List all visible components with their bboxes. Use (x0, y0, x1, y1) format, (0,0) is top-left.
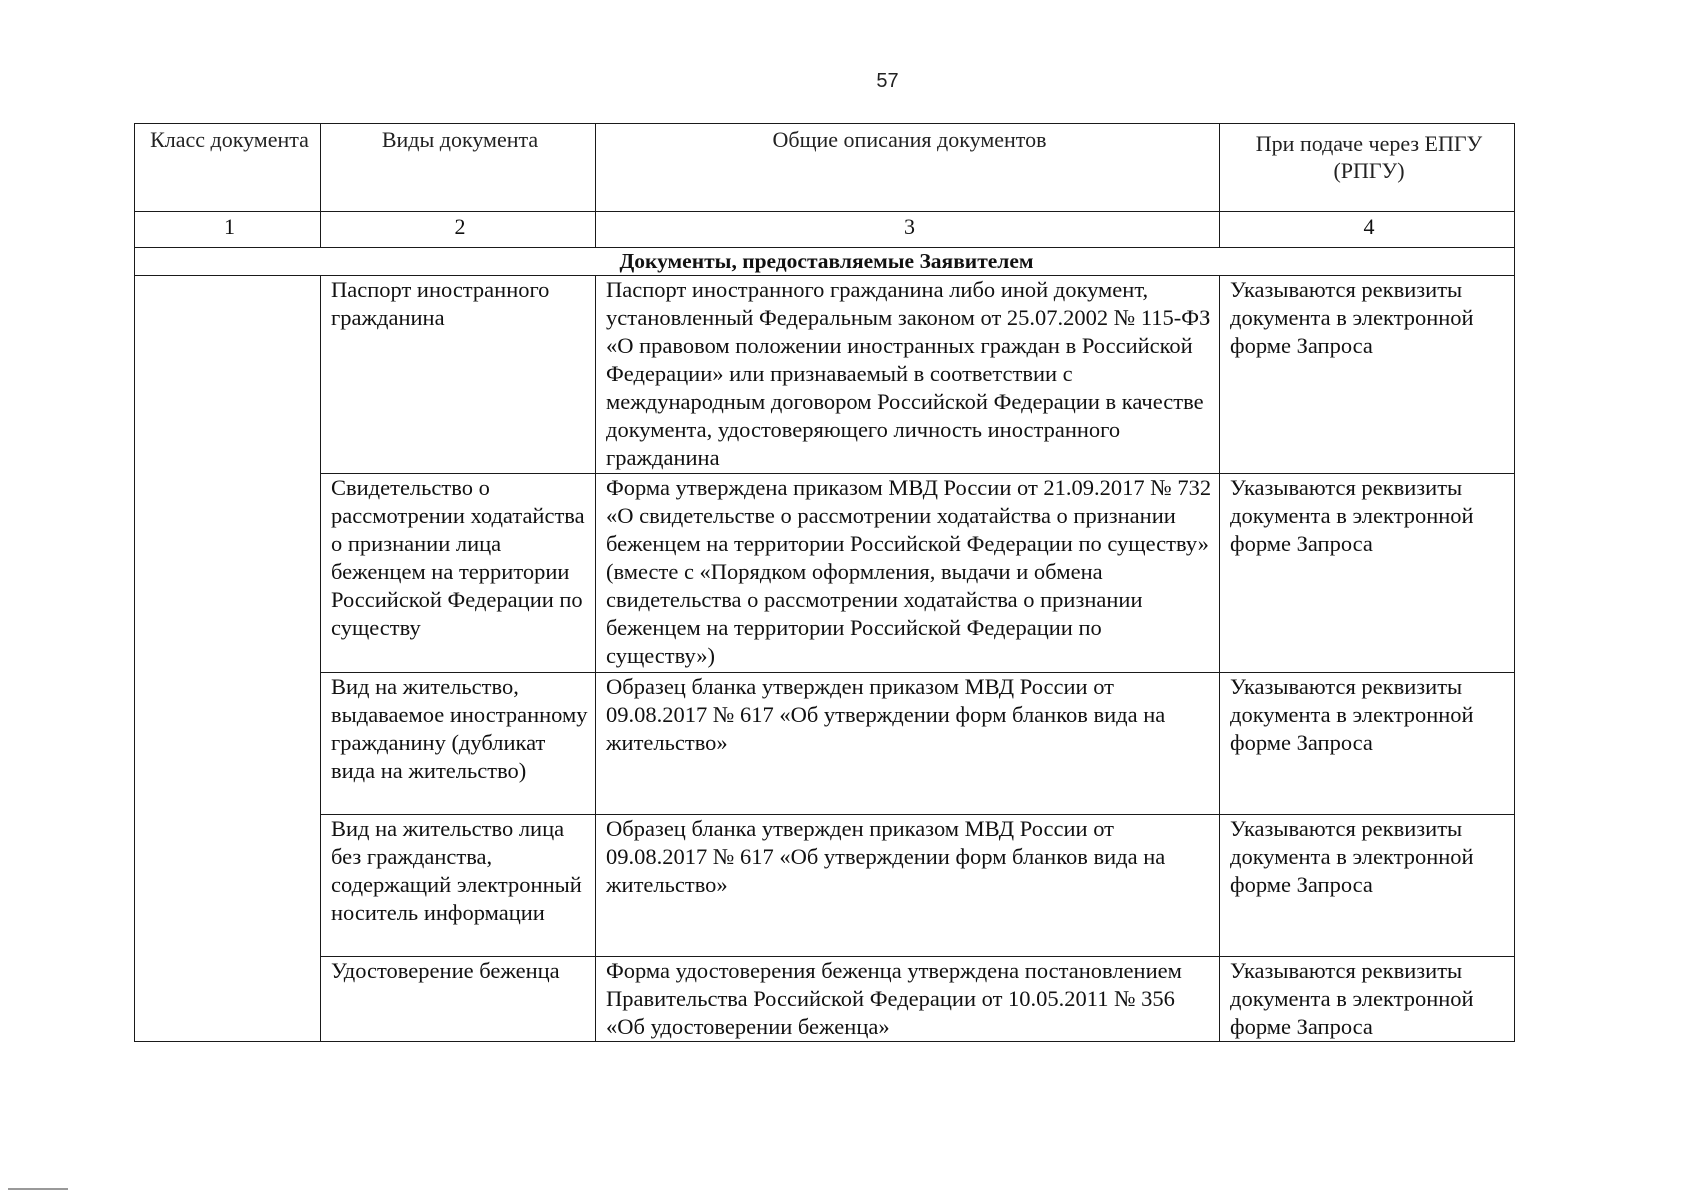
document-kind: Паспорт иностранного гражданина (321, 276, 596, 474)
document-description: Форма удостоверения беженца утверждена постановлением Правительства Российской Федерации от 10.05.2011 № 356 «Об удостоверении беженца» (596, 957, 1220, 1042)
document-description: Форма утверждена приказом МВД России от 21.09.2017 № 732 «О свидетельстве о рассмотрении ходатайства о признании беженцем на территории Российской Федерации по существу» (вместе с «Порядком оформления, выдачи и обмена свидетельства о рассмотрении ходатайства о признании беженцем на территории Российской Федерации по существу») (596, 474, 1220, 673)
column-number: 4 (1220, 212, 1515, 248)
document-kind: Свидетельство о рассмотрении ходатайства о признании лица беженцем на территории Российской Федерации по существу (321, 474, 596, 673)
column-number: 2 (321, 212, 596, 248)
submission-requirement: Указываются реквизиты документа в электронной форме Запроса (1220, 474, 1515, 673)
header-descriptions: Общие описания документов (596, 124, 1220, 212)
table-row (135, 957, 1515, 1042)
document-description: Паспорт иностранного гражданина либо иной документ, установленный Федеральным законом от 25.07.2002 № 115-ФЗ «О правовом положении иностранных граждан в Российской Федерации» или признаваемый в соответствии с международным договором Российской Федерации в качестве документа, удостоверяющего личность иностранного гражданина (596, 276, 1220, 474)
column-number: 3 (596, 212, 1220, 248)
header-class: Класс документа (135, 124, 321, 212)
header-kinds: Виды документа (321, 124, 596, 212)
document-kind: Вид на жительство лица без гражданства, содержащий электронный носитель информации (321, 815, 596, 957)
submission-requirement: Указываются реквизиты документа в электронной форме Запроса (1220, 276, 1515, 474)
submission-requirement: Указываются реквизиты документа в электронной форме Запроса (1220, 957, 1515, 1042)
documents-table (134, 123, 1515, 1042)
scan-artifact (8, 1188, 68, 1190)
document-class-cell (135, 276, 321, 1042)
column-numbers-row (135, 212, 1515, 248)
document-description: Образец бланка утвержден приказом МВД России от 09.08.2017 № 617 «Об утверждении форм бланков вида на жительство» (596, 815, 1220, 957)
submission-requirement: Указываются реквизиты документа в электронной форме Запроса (1220, 815, 1515, 957)
document-kind: Вид на жительство, выдаваемое иностранному гражданину (дубликат вида на жительство) (321, 673, 596, 815)
page-number: 57 (876, 70, 899, 92)
column-number: 1 (135, 212, 321, 248)
table-row (135, 815, 1515, 957)
table-row (135, 276, 1515, 474)
header-submission: При подаче через ЕПГУ (РПГУ) (1220, 124, 1515, 212)
section-title: Документы, предоставляемые Заявителем (135, 248, 1515, 276)
table-row (135, 673, 1515, 815)
table-header-row (135, 124, 1515, 212)
document-kind: Удостоверение беженца (321, 957, 596, 1042)
table-row (135, 474, 1515, 673)
section-row (135, 248, 1515, 276)
document-description: Образец бланка утвержден приказом МВД России от 09.08.2017 № 617 «Об утверждении форм бланков вида на жительство» (596, 673, 1220, 815)
submission-requirement: Указываются реквизиты документа в электронной форме Запроса (1220, 673, 1515, 815)
